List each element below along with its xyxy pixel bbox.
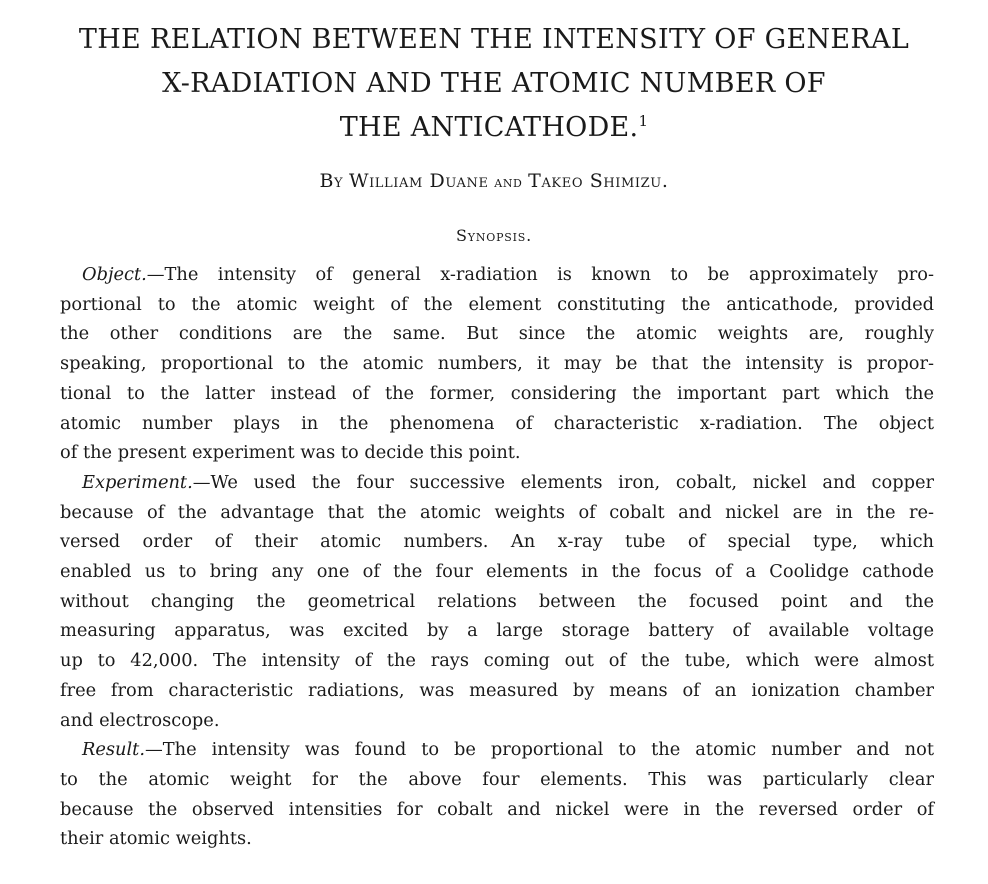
byline-conjunction: and	[494, 172, 523, 191]
line-text: measuring apparatus, was excited by a large storage battery of available voltage	[60, 620, 934, 642]
line-text: their atomic weights.	[60, 828, 252, 850]
section-heading: Synopsis.	[456, 226, 532, 245]
line-text: of the present experiment was to decide this point.	[60, 442, 521, 464]
line-text: enabled us to bring any one of the four elements in the focus of a Coolidge cathode	[60, 561, 934, 583]
line-text: —The intensity was found to be proportional to the atomic number and not	[144, 739, 934, 761]
line-text: to the atomic weight for the above four elements. This was particularly clear	[60, 768, 934, 790]
line-text: speaking, proportional to the atomic numbers, it may be that the intensity is propor-	[60, 353, 934, 375]
text-line	[60, 557, 934, 587]
synopsis-paragraph	[60, 735, 934, 854]
text-line	[60, 468, 934, 498]
article-title	[0, 18, 988, 150]
text-line	[60, 706, 934, 736]
text-line	[60, 676, 934, 706]
line-text: —We used the four successive elements iron, cobalt, nickel and copper	[192, 471, 934, 493]
text-line	[60, 438, 934, 468]
line-text: portional to the atomic weight of the element constituting the anticathode, provided	[60, 293, 934, 315]
line-text: —The intensity of general x-radiation is known to be approximately pro-	[146, 264, 934, 285]
line-text: and electroscope.	[60, 709, 220, 731]
text-line	[60, 616, 934, 646]
paragraph-lead-label: Object.	[82, 264, 147, 285]
text-line	[60, 260, 934, 290]
line-text: the other conditions are the same. But since the atomic weights are, roughly	[60, 323, 934, 345]
text-line	[60, 735, 934, 765]
synopsis-paragraph	[60, 260, 934, 468]
text-line	[60, 319, 934, 349]
synopsis-body	[60, 260, 934, 854]
text-line	[60, 646, 934, 676]
author-byline	[0, 170, 988, 192]
text-line	[60, 379, 934, 409]
line-text: versed order of their atomic numbers. An x-ray tube of special type, which	[60, 531, 934, 553]
text-line	[60, 498, 934, 528]
text-line	[60, 409, 934, 439]
author-name: William Duane	[348, 170, 489, 192]
text-line	[60, 290, 934, 320]
text-line	[60, 765, 934, 795]
paragraph-lead-label: Experiment.	[82, 471, 193, 493]
text-line	[60, 795, 934, 825]
line-text: up to 42,000. The intensity of the rays coming out of the tube, which were almost	[60, 650, 934, 672]
title-line-text: THE ANTICATHODE.	[339, 112, 639, 143]
line-text: because the observed intensities for cobalt and nickel were in the reversed order of	[60, 798, 934, 820]
line-text: because of the advantage that the atomic weights of cobalt and nickel are in the re-	[60, 501, 934, 523]
title-footnote-marker: 1	[638, 112, 649, 130]
author-name: Takeo Shimizu.	[528, 170, 669, 192]
text-line	[60, 349, 934, 379]
line-text: tional to the latter instead of the former, considering the important part which the	[60, 382, 934, 404]
line-text: without changing the geometrical relations between the focused point and the	[60, 590, 934, 612]
text-line	[60, 527, 934, 557]
byline-prefix: By	[319, 170, 344, 192]
title-line: THE RELATION BETWEEN THE INTENSITY OF GENERAL	[78, 24, 910, 55]
text-line	[60, 824, 934, 854]
title-line	[0, 106, 988, 150]
synopsis-paragraph	[60, 468, 934, 735]
paragraph-lead-label: Result.	[82, 739, 145, 761]
line-text: free from characteristic radiations, was measured by means of an ionization chamber	[60, 679, 934, 701]
title-line: X-RADIATION AND THE ATOMIC NUMBER OF	[162, 68, 826, 99]
text-line	[60, 587, 934, 617]
line-text: atomic number plays in the phenomena of characteristic x-radiation. The object	[60, 412, 934, 434]
